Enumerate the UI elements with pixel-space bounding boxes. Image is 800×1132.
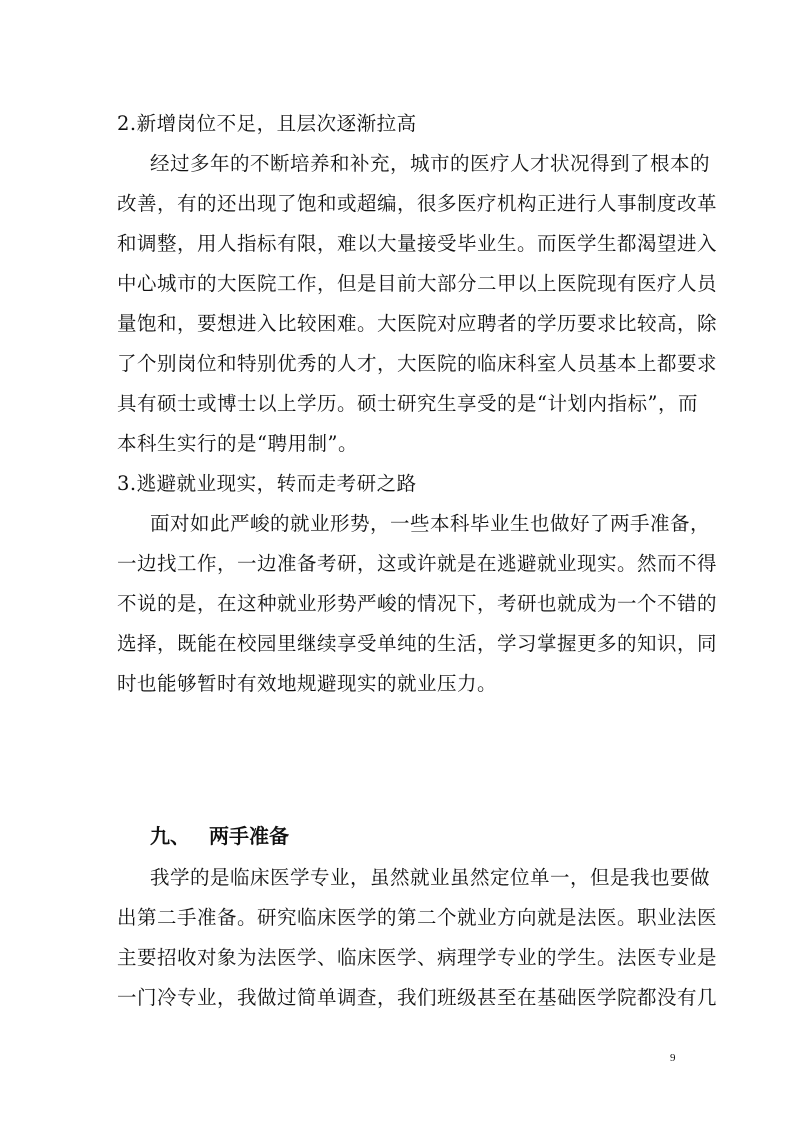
paragraph-line: 中心城市的大医院工作，但是目前大部分二甲以上医院现有医疗人员 — [117, 272, 718, 295]
paragraph-line: 和调整，用人指标有限，难以大量接受毕业生。而医学生都渴望进入 — [117, 232, 718, 255]
page-number: 9 — [670, 1052, 676, 1064]
paragraph-line: 改善，有的还出现了饱和或超编，很多医疗机构正进行人事制度改革 — [117, 192, 718, 215]
paragraph-line: 出第二手准备。研究临床医学的第二个就业方向就是法医。职业法医 — [117, 906, 718, 929]
subheading-3: 3.逃避就业现实，转而走考研之路 — [117, 472, 417, 495]
paragraph-line: 选择，既能在校园里继续享受单纯的生活，学习掌握更多的知识，同 — [117, 632, 718, 655]
section-number: 九、 — [150, 824, 190, 848]
paragraph-line: 本科生实行的是“聘用制”。 — [117, 432, 358, 455]
subheading-2: 2.新增岗位不足，且层次逐渐拉高 — [117, 112, 417, 135]
section-title: 两手准备 — [209, 824, 289, 848]
paragraph-line: 主要招收对象为法医学、临床医学、病理学专业的学生。法医专业是 — [117, 946, 718, 969]
paragraph-line: 面对如此严峻的就业形势，一些本科毕业生也做好了两手准备， — [150, 512, 711, 535]
paragraph-line: 一门冷专业，我做过简单调查，我们班级甚至在基础医学院都没有几 — [117, 986, 718, 1009]
paragraph-line: 经过多年的不断培养和补充，城市的医疗人才状况得到了根本的 — [150, 152, 711, 175]
section-heading — [150, 820, 289, 849]
paragraph-line: 量饱和，要想进入比较困难。大医院对应聘者的学历要求比较高，除 — [117, 312, 718, 335]
paragraph-line: 具有硕士或博士以上学历。硕士研究生享受的是“计划内指标”，而 — [117, 392, 698, 415]
paragraph-line: 时也能够暂时有效地规避现实的就业压力。 — [117, 672, 498, 695]
paragraph-line: 了个别岗位和特别优秀的人才，大医院的临床科室人员基本上都要求 — [117, 352, 718, 375]
paragraph-line: 不说的是，在这种就业形势严峻的情况下，考研也就成为一个不错的 — [117, 592, 718, 615]
paragraph-line: 一边找工作，一边准备考研，这或许就是在逃避就业现实。然而不得 — [117, 552, 718, 575]
paragraph-line: 我学的是临床医学专业，虽然就业虽然定位单一，但是我也要做 — [150, 866, 711, 889]
